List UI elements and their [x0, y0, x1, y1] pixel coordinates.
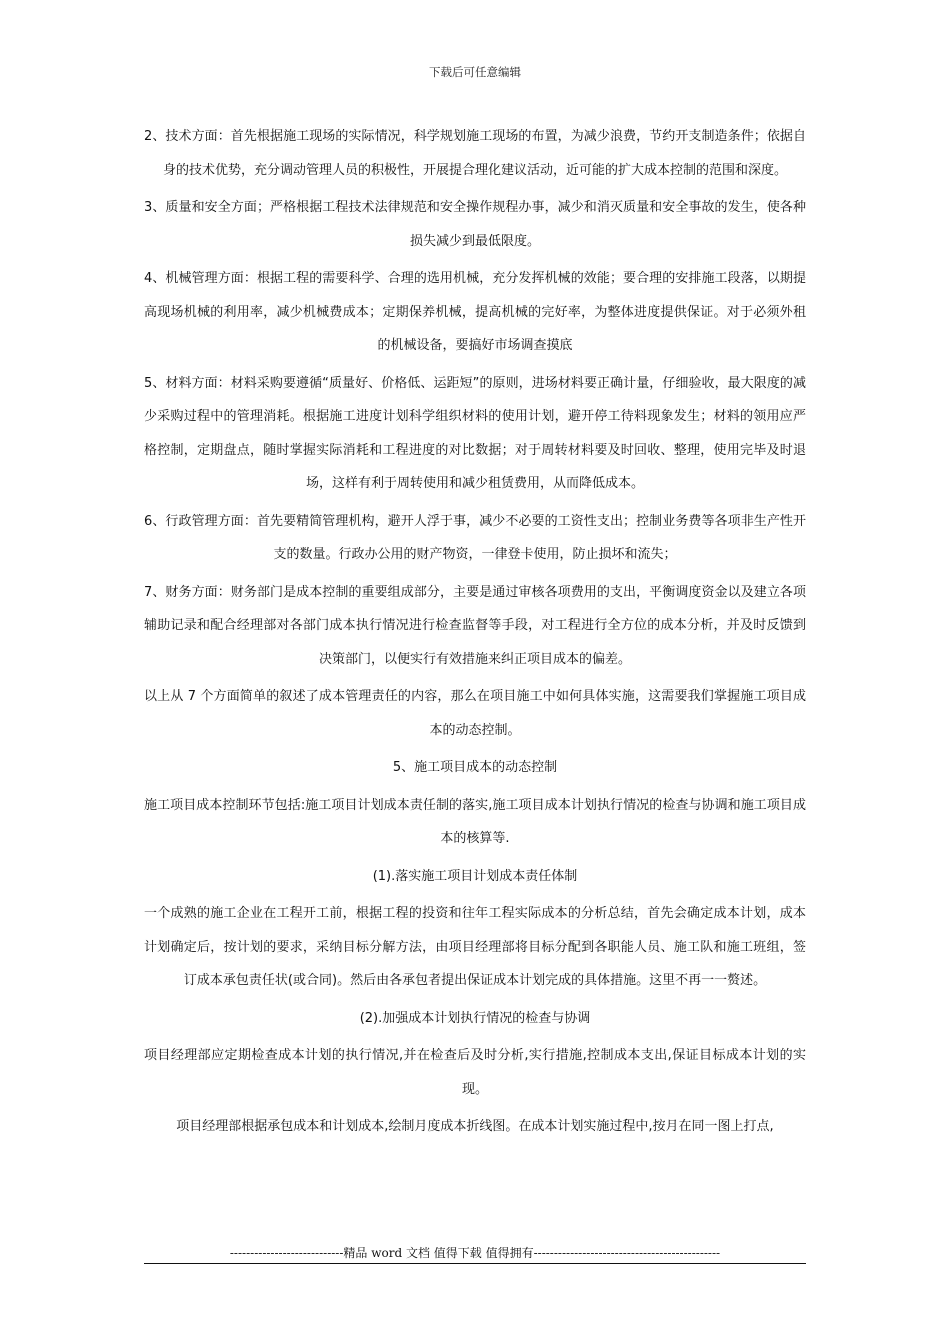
footer-divider: [144, 1263, 806, 1264]
page-footer: ----------------------------精品 word 文档 值得下载 值得拥有----------------------------------------------: [229, 1246, 721, 1260]
document-body: [144, 120, 806, 1148]
subheading-2: (2).加强成本计划执行情况的检查与协调: [359, 1010, 591, 1026]
paragraph-quality-safety: 3、质量和安全方面；严格根据工程技术法律规范和安全操作规程办事，减少和消灭质量和安全事故的发生，使各种损失减少到最低限度。: [144, 200, 806, 249]
paragraph-summary: 以上从 7 个方面简单的叙述了成本管理责任的内容，那么在项目施工中如何具体实施，这需要我们掌握施工项目成本的动态控制。: [144, 689, 806, 738]
paragraph-finance: 7、财务方面：财务部门是成本控制的重要组成部分，主要是通过审核各项费用的支出，平衡调度资金以及建立各项辅助记录和配合经理部对各部门成本执行情况进行检查监督等手段，对工程进行全方位的成本分析，并及时反馈到决策部门，以便实行有效措施来纠正项目成本的偏差。: [144, 584, 806, 667]
paragraph-machinery: 4、机械管理方面：根据工程的需要科学、合理的选用机械，充分发挥机械的效能；要合理的安排施工段落，以期提高现场机械的利用率，减少机械费成本；定期保养机械，提高机械的完好率，为整体进度提供保证。对于必须外租的机械设备，要搞好市场调查摸底: [144, 271, 806, 353]
page-header: 下载后可任意编辑: [429, 65, 521, 79]
paragraph-administration: 6、行政管理方面：首先要精简管理机构，避开人浮于事，减少不必要的工资性支出；控制业务费等各项非生产性开支的数量。行政办公用的财产物资，一律登卡使用，防止损坏和流失；: [144, 513, 806, 562]
paragraph-responsibility: 一个成熟的施工企业在工程开工前，根据工程的投资和往年工程实际成本的分析总结，首先会确定成本计划，成本计划确定后，按计划的要求，采纳目标分解方法，由项目经理部将目标分配到各职能人员、施工队和施工班组，签订成本承包责任状(或合同)。然后由各承包者提出保证成本计划完成的具体措施。这里不再一一赘述。: [144, 906, 806, 988]
paragraph-materials: 5、材料方面：材料采购要遵循“质量好、价格低、运距短”的原则，进场材料要正确计量，仔细验收，最大限度的减少采购过程中的管理消耗。根据施工进度计划科学组织材料的使用计划，避开停工待料现象发生；材料的领用应严格控制，定期盘点，随时掌握实际消耗和工程进度的对比数据；对于周转材料要及时回收、整理，使用完毕及时退场，这样有利于周转使用和减少租赁费用，从而降低成本。: [144, 375, 806, 491]
section-heading: 5、施工项目成本的动态控制: [392, 760, 558, 775]
subheading-1: (1).落实施工项目计划成本责任体制: [372, 868, 578, 884]
paragraph-technical: 2、技术方面：首先根据施工现场的实际情况，科学规划施工现场的布置，为减少浪费，节约开支制造条件；依据自身的技术优势，充分调动管理人员的积极性，开展提合理化建议活动，近可能的扩大成本控制的范围和深度。: [144, 129, 806, 178]
paragraph-chart-plotting: 项目经理部根据承包成本和计划成本,绘制月度成本折线图。在成本计划实施过程中,按月在同一图上打点,: [176, 1119, 774, 1134]
paragraph-control-steps: 施工项目成本控制环节包括:施工项目计划成本责任制的落实,施工项目成本计划执行情况的检查与协调和施工项目成本的核算等.: [144, 797, 806, 846]
paragraph-inspection: 项目经理部应定期检查成本计划的执行情况,并在检查后及时分析,实行措施,控制成本支出,保证目标成本计划的实现。: [144, 1048, 806, 1097]
